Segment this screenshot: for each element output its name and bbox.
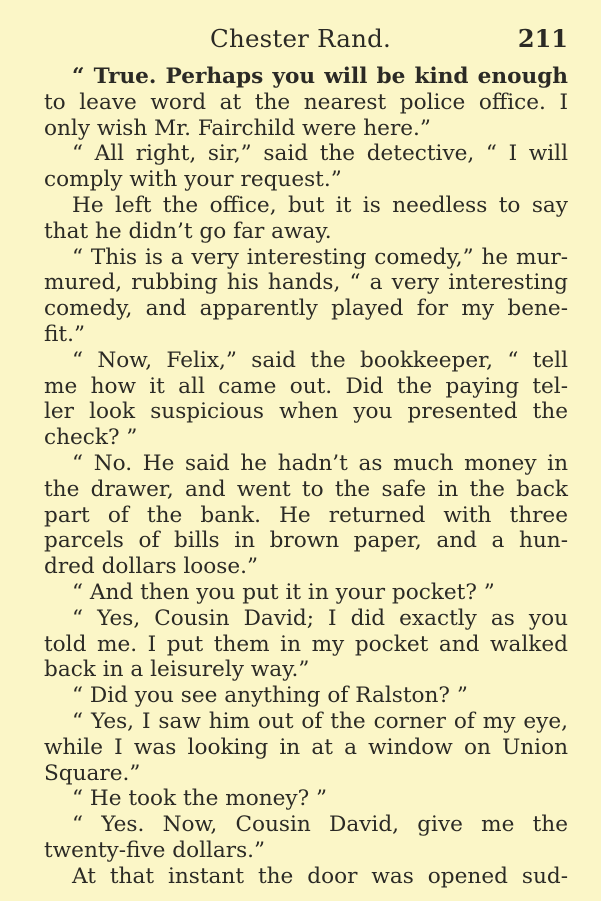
text-line: mured, rubbing his hands, “ a very interesting <box>44 270 568 296</box>
text-line: “ He took the money? ” <box>72 786 328 812</box>
text-line: told me. I put them in my pocket and walked <box>44 631 568 657</box>
text-line: He left the office, but it is needless to say <box>72 192 568 218</box>
text-line: to leave word at the nearest police office. I <box>44 89 568 115</box>
text-line: me how it all came out. Did the paying tel- <box>44 373 568 399</box>
text-line: “ Yes, I saw him out of the corner of my eye, <box>72 708 568 734</box>
text-line: twenty-five dollars.” <box>44 837 266 863</box>
text-line: part of the bank. He returned with three <box>44 502 568 528</box>
page-number: 211 <box>517 24 568 53</box>
running-head-title: Chester Rand. <box>210 24 391 53</box>
text-line: “ And then you put it in your pocket? ” <box>72 579 495 605</box>
text-line: while I was looking in at a window on Union <box>44 734 568 760</box>
text-line: dred dollars loose.” <box>44 554 259 580</box>
text-line: Square.” <box>44 760 141 786</box>
text-line: “ Now, Felix,” said the bookkeeper, “ tell <box>72 347 568 373</box>
running-head <box>0 22 601 56</box>
text-line: ler look suspicious when you presented the <box>44 399 568 425</box>
text-line: comply with your request.” <box>44 167 342 193</box>
text-line: “ No. He said he hadn’t as much money in <box>72 450 568 476</box>
text-line: that he didn’t go far away. <box>44 218 332 244</box>
text-line: check? ” <box>44 425 138 451</box>
text-line: the drawer, and went to the safe in the back <box>44 476 568 502</box>
text-line: “ Did you see anything of Ralston? ” <box>72 683 468 709</box>
text-line: back in a leisurely way.” <box>44 657 310 683</box>
text-line: only wish Mr. Fairchild were here.” <box>44 115 431 141</box>
text-line: “ Yes, Cousin David; I did exactly as you <box>72 605 568 631</box>
body-text <box>44 64 568 890</box>
text-line: fit.” <box>44 321 85 347</box>
text-line: At that instant the door was opened sud- <box>72 863 568 889</box>
text-line: “ Yes. Now, Cousin David, give me the <box>72 812 568 838</box>
text-line: parcels of bills in brown paper, and a hun- <box>44 528 568 554</box>
text-line: “ All right, sir,” said the detective, “ I will <box>72 141 568 167</box>
text-line: “ True. Perhaps you will be kind enough <box>72 64 568 89</box>
text-line: “ This is a very interesting comedy,” he mur- <box>72 244 568 270</box>
text-line: comedy, and apparently played for my bene- <box>44 296 568 322</box>
